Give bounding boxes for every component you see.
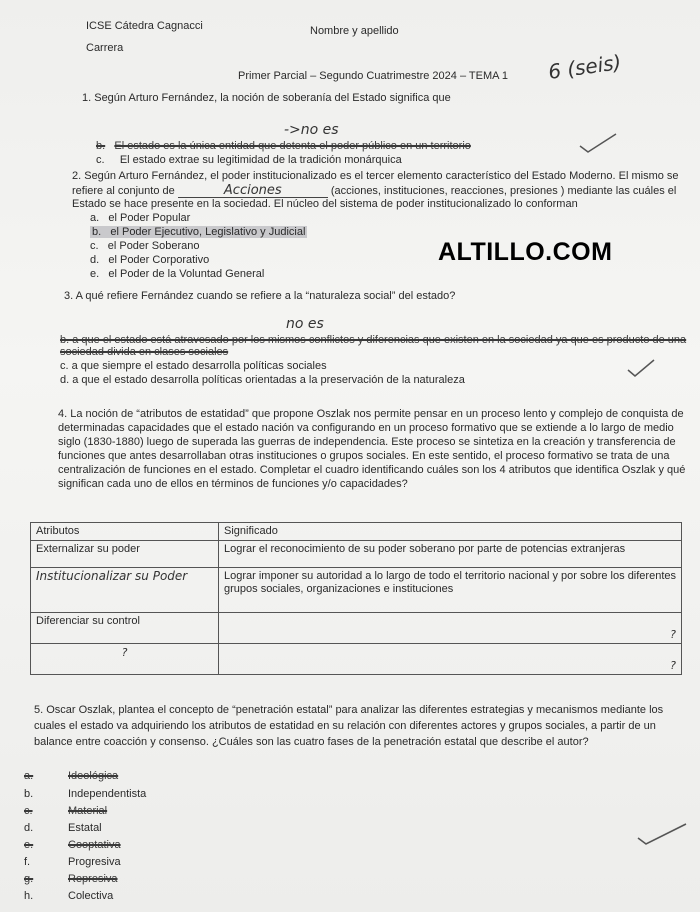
q5-option-d: d. Estatal bbox=[24, 822, 102, 834]
q4-line2: determinadas capacidades que el estado nación va configurando en un proceso formativo que se extiende a lo largo de medio bbox=[58, 422, 674, 434]
q5-option-a: a. Ideológica bbox=[24, 770, 119, 782]
table-cell-meaning: ? bbox=[219, 613, 682, 644]
q2-handwritten-answer: Acciones bbox=[178, 184, 328, 198]
q1-prompt: 1. Según Arturo Fernández, la noción de soberanía del Estado significa que bbox=[82, 92, 451, 104]
table-header-meaning: Significado bbox=[219, 523, 682, 541]
q4-line4: funciones que antes desarrollaban otras instituciones o grupos sociales. En este sentido, el proceso formativo se trata de una bbox=[58, 450, 670, 462]
checkmark-icon bbox=[578, 132, 618, 154]
q3-option-b-cont: sociedad divida en clases sociales bbox=[60, 346, 229, 358]
exam-title: Primer Parcial – Segundo Cuatrimestre 2024 – TEMA 1 bbox=[238, 70, 509, 82]
q2-line2: refiere al conjunto de Acciones (acciones, instituciones, reacciones, presiones ) mediante las cuáles el bbox=[72, 183, 677, 198]
q4-line3: siglo (1830-1880) luego de superada las guerras de independencia. Este proceso se sintetiza en la creación y transferencia de bbox=[58, 436, 676, 448]
q5-option-h: h. Colectiva bbox=[24, 890, 114, 902]
attributes-table bbox=[30, 522, 682, 675]
q1-option-b: b. El estado es la única entidad que detenta el poder público en un territorio bbox=[96, 140, 471, 152]
q3-prompt: 3. A qué refiere Fernández cuando se refiere a la “naturaleza social” del estado? bbox=[64, 290, 456, 302]
q2-option-b: b. el Poder Ejecutivo, Legislativo y Judicial bbox=[92, 226, 306, 238]
q2-option-a: a. el Poder Popular bbox=[90, 212, 191, 224]
table-row bbox=[31, 613, 682, 644]
q2-line1: 2. Según Arturo Fernández, el poder institucionalizado es el tercer elemento característico del Estado Moderno. El mismo se bbox=[72, 170, 679, 182]
name-label: Nombre y apellido bbox=[310, 25, 399, 37]
school-name: ICSE Cátedra Cagnacci bbox=[86, 20, 203, 32]
q2-option-c: c. el Poder Soberano bbox=[90, 240, 200, 252]
q3-option-b: b. a que el estado está atravesado por los mismos conflictos y diferencias que existen en la sociedad ya que es producto de una bbox=[60, 334, 687, 346]
table-cell-attr: Diferenciar su control bbox=[31, 613, 219, 644]
q5-option-e: e. Cooptativa bbox=[24, 839, 121, 851]
watermark: ALTILLO.COM bbox=[438, 238, 613, 266]
q2-line3: Estado se hace presente en la sociedad. El núcleo del sistema de poder institucionalizado lo conforman bbox=[72, 198, 578, 210]
table-cell-meaning: ? bbox=[219, 644, 682, 675]
q4-line5: centralización de funciones en el estado. Completar el cuadro identificando cuáles son los 4 atributos que identifica Oszlak y qué bbox=[58, 464, 686, 476]
table-row bbox=[31, 644, 682, 675]
q5-option-g: g. Represiva bbox=[24, 873, 118, 885]
q5-line1: 5. Oscar Oszlak, plantea el concepto de “penetración estatal” para analizar las diferentes estrategias y mecanismos mediante los bbox=[34, 704, 664, 716]
q5-line2: cuales el estado va adquiriendo los atributos de estatidad en su relación con diferentes actores y grupos sociales, a partir de un bbox=[34, 720, 656, 732]
q1-option-c: c. El estado extrae su legitimidad de la tradición monárquica bbox=[96, 154, 402, 166]
checkmark-icon bbox=[636, 820, 688, 846]
table-cell-attr: ? bbox=[31, 644, 219, 675]
q1-handwritten: ->no es bbox=[284, 122, 339, 138]
grade-handwritten: 6 (seis) bbox=[546, 50, 623, 84]
q4-line6: significan cada uno de ellos en términos de funciones y/o capacidades? bbox=[58, 478, 408, 490]
q3-option-c: c. a que siempre el estado desarrolla políticas sociales bbox=[60, 360, 327, 372]
table-header-row bbox=[31, 523, 682, 541]
table-row bbox=[31, 541, 682, 568]
career-label: Carrera bbox=[86, 42, 124, 54]
q5-line3: balance entre coacción y consenso. ¿Cuáles son las cuatro fases de la penetración estatal que describe el autor? bbox=[34, 736, 589, 748]
table-cell-meaning: Lograr imponer su autoridad a lo largo de todo el territorio nacional y por sobre los diferentes grupos sociales, organizaciones e instituciones bbox=[219, 568, 682, 613]
q5-option-b: b. Independentista bbox=[24, 788, 147, 800]
table-row bbox=[31, 568, 682, 613]
q3-handwritten: no es bbox=[286, 316, 324, 332]
q2-option-e: e. el Poder de la Voluntad General bbox=[90, 268, 265, 280]
table-cell-attr: Institucionalizar su Poder bbox=[31, 568, 219, 613]
q5-option-c: c. Material bbox=[24, 805, 108, 817]
q4-line1: 4. La noción de “atributos de estatidad” que propone Oszlak nos permite pensar en un proceso lento y complejo de conquista de bbox=[58, 408, 684, 420]
table-header-attr: Atributos bbox=[31, 523, 219, 541]
table-cell-meaning: Lograr el reconocimiento de su poder soberano por parte de potencias extranjeras bbox=[219, 541, 682, 568]
q5-option-f: f. Progresiva bbox=[24, 856, 121, 868]
checkmark-icon bbox=[626, 358, 656, 378]
table-cell-attr: Externalizar su poder bbox=[31, 541, 219, 568]
q3-option-d: d. a que el estado desarrolla políticas orientadas a la preservación de la naturaleza bbox=[60, 374, 465, 386]
q2-option-d: d. el Poder Corporativo bbox=[90, 254, 210, 266]
